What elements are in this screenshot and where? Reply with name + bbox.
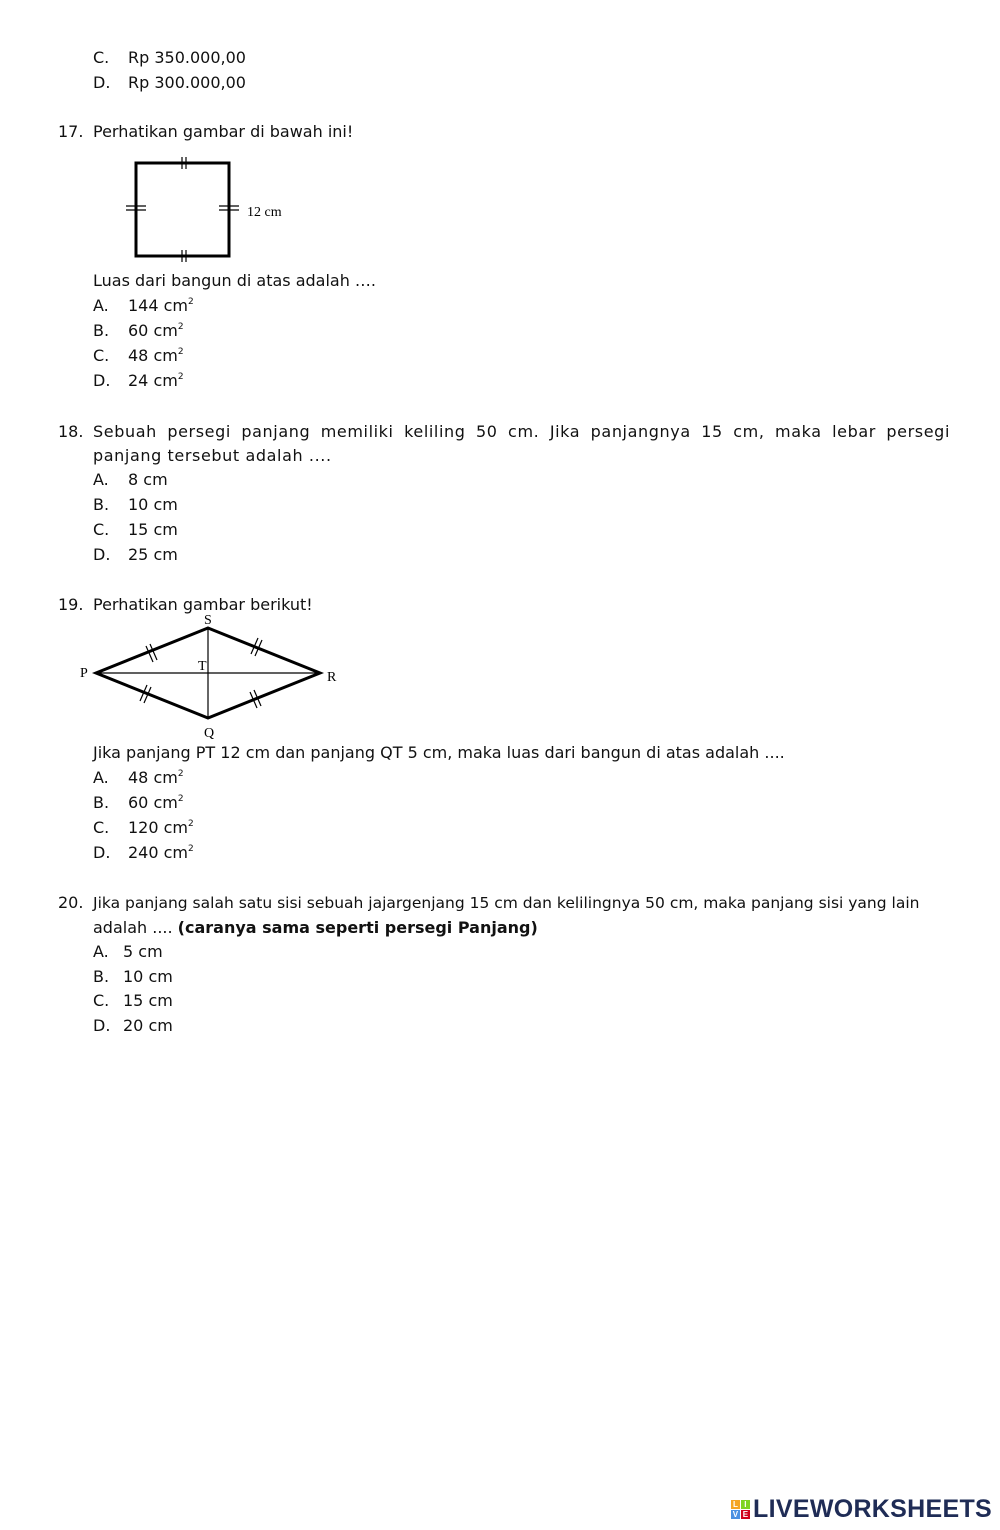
option-c: C. 15 cm [93, 991, 173, 1010]
question-text-line1: Sebuah persegi panjang memiliki keliling 50 cm. Jika panjangnya 15 cm, maka lebar persegi [93, 422, 950, 441]
option-d: D. 240 $cm^2$ [93, 843, 194, 862]
question-prompt: Luas dari bangun di atas adalah …. [93, 271, 377, 290]
vertex-label-r: R [327, 670, 337, 685]
option-c: C. 120 $cm^2$ [93, 818, 194, 837]
hint-text: (caranya sama seperti persegi Panjang) [177, 918, 538, 937]
option-a: A. 5 cm [93, 942, 163, 961]
option-d: D. Rp 300.000,00 [93, 73, 246, 92]
question-number: 18. [58, 422, 84, 441]
logo-text: LIVEWORKSHEETS [753, 1495, 992, 1523]
question-text-line2: panjang tersebut adalah .... [93, 446, 332, 465]
option-b: B. 60 $cm^2$ [93, 321, 184, 340]
option-a: A. 48 $cm^2$ [93, 768, 184, 787]
option-c: C. 48 $cm^2$ [93, 346, 184, 365]
question-text: Perhatikan gambar di bawah ini! [93, 122, 354, 141]
option-b: B. 60 $cm^2$ [93, 793, 184, 812]
option-c: C. 15 cm [93, 520, 178, 539]
option-a: A. 144 $cm^2$ [93, 296, 194, 315]
side-length-label: 12 cm [247, 205, 282, 220]
vertex-label-q: Q [204, 726, 215, 741]
question-prompt: Jika panjang PT 12 cm dan panjang QT 5 cm, maka luas dari bangun di atas adalah .... [93, 743, 785, 762]
option-b: B. 10 cm [93, 495, 178, 514]
liveworksheets-logo [731, 1495, 992, 1524]
square-figure [115, 150, 305, 270]
vertex-label-p: P [80, 666, 88, 681]
vertex-label-t: T [198, 659, 207, 674]
option-c: C. Rp 350.000,00 [93, 48, 246, 67]
question-text-line2: adalah .... (caranya sama seperti persegi Panjang) [93, 918, 538, 937]
option-a: A. 8 cm [93, 470, 168, 489]
option-d: D. 25 cm [93, 545, 178, 564]
question-text-line1: Jika panjang salah satu sisi sebuah jajargenjang 15 cm dan kelilingnya 50 cm, maka panjang sisi yang lain [93, 894, 920, 912]
option-b: B. 10 cm [93, 967, 173, 986]
question-number: 17. [58, 122, 84, 141]
question-number: 20. [58, 893, 84, 912]
option-d: D. 24 $cm^2$ [93, 371, 184, 390]
question-number: 19. [58, 595, 84, 614]
logo-grid-icon: L I V E [732, 1500, 749, 1519]
question-text: Perhatikan gambar berikut! [93, 595, 313, 614]
vertex-label-s: S [204, 613, 212, 628]
rhombus-figure [70, 605, 360, 745]
option-d: D. 20 cm [93, 1016, 173, 1035]
